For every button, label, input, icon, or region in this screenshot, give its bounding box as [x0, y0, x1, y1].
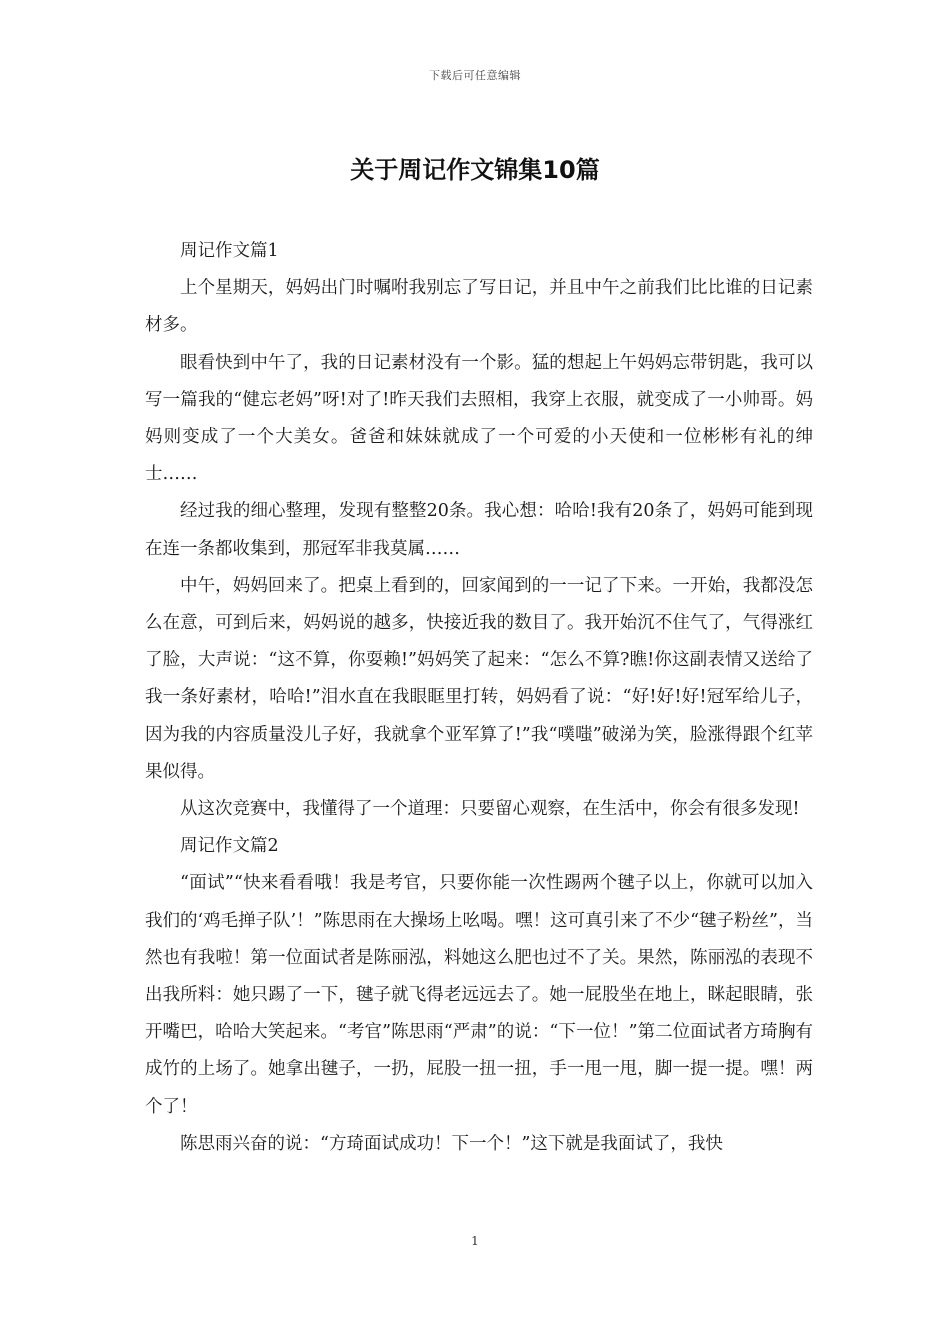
paragraph: 上个星期天，妈妈出门时嘱咐我别忘了写日记，并且中午之前我们比比谁的日记素材多。: [145, 278, 813, 336]
page-number: 1: [471, 1234, 479, 1248]
paragraph: 陈思雨兴奋的说：“方琦面试成功！下一个！”这下就是我面试了，我快: [180, 1133, 723, 1154]
paragraph: 从这次竞赛中，我懂得了一个道理：只要留心观察，在生活中，你会有很多发现!: [180, 799, 800, 820]
paragraph: 经过我的细心整理，发现有整整20条。我心想：哈哈!我有20条了，妈妈可能到现在连一条都收集到，那冠军非我莫属……: [145, 501, 813, 559]
section-heading: 周记作文篇1: [180, 241, 279, 261]
document-title: 关于周记作文锦集10篇: [350, 156, 600, 184]
paragraph: 眼看快到中午了，我的日记素材没有一个影。猛的想起上午妈妈忘带钥匙，我可以写一篇我的“健忘老妈”呀!对了!昨天我们去照相，我穿上衣服，就变成了一小帅哥。妈妈则变成了一个大美女。爸爸和妹妹就成了一个可爱的小天使和一位彬彬有礼的绅士……: [145, 352, 813, 485]
document-body: [145, 233, 813, 1163]
section-heading: 周记作文篇2: [180, 836, 279, 857]
header-note: 下载后可任意编辑: [429, 69, 521, 82]
paragraph: 中午，妈妈回来了。把桌上看到的，回家闻到的一一记了下来。一开始，我都没怎么在意，可到后来，妈妈说的越多，快接近我的数目了。我开始沉不住气了，气得涨红了脸，大声说：“这不算，你耍赖!”妈妈笑了起来：“怎么不算?瞧!你这副表情又送给了我一条好素材，哈哈!”泪水直在我眼眶里打转，妈妈看了说：“好!好!好!冠军给儿子，因为我的内容质量没儿子好，我就拿个亚军算了!”我“噗嗤”破涕为笑，脸涨得跟个红苹果似得。: [145, 575, 813, 782]
paragraph: “面试”“快来看看哦！我是考官，只要你能一次性踢两个毽子以上，你就可以加入我们的‘鸡毛掸子队’！”陈思雨在大操场上吆喝。嘿！这可真引来了不少“毽子粉丝”，当然也有我啦！第一位面试者是陈丽泓，料她这么肥也过不了关。果然，陈丽泓的表现不出我所料：她只踢了一下，毽子就飞得老远远去了。她一屁股坐在地上，眯起眼睛，张开嘴巴，哈哈大笑起来。“考官”陈思雨“严肃”的说：“下一位！”第二位面试者方琦胸有成竹的上场了。她拿出毽子，一扔，屁股一扭一扭，手一甩一甩，脚一提一提。嘿！两个了！: [145, 873, 813, 1117]
